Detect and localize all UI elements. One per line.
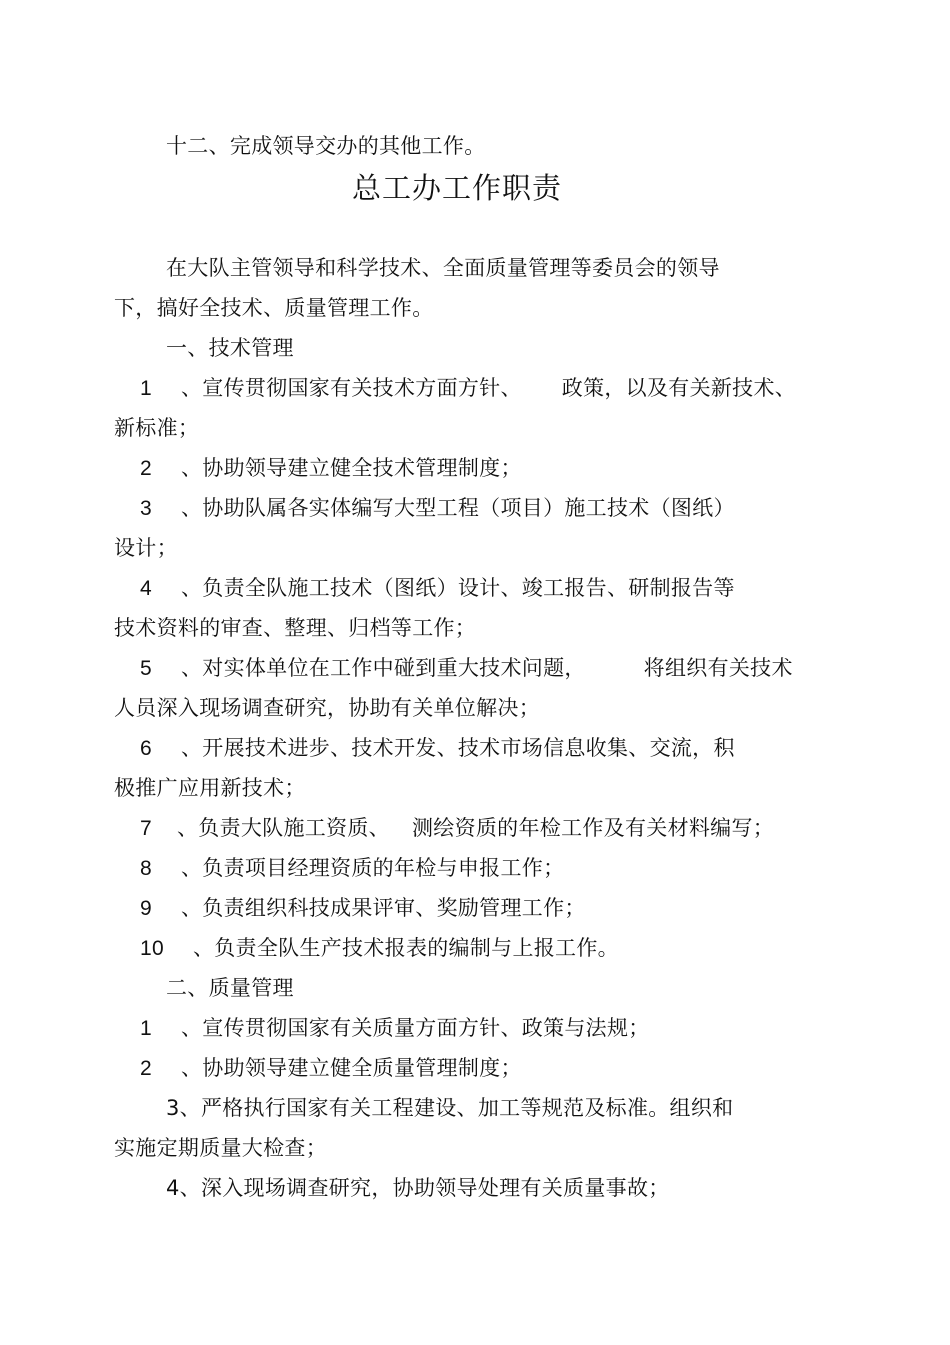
item-text: 、负责全队施工技术（图纸）设计、竣工报告、研制报告等 [180, 576, 735, 600]
section1-item-3-cont: 设计； [114, 536, 178, 560]
item-text: 、协助领导建立健全技术管理制度； [180, 456, 522, 480]
section1-item-9 [140, 894, 586, 923]
item-text: 、负责项目经理资质的年检与申报工作； [180, 856, 565, 880]
item-number: 4 [140, 577, 152, 600]
item-text: 、负责全队生产技术报表的编制与上报工作。 [192, 936, 619, 960]
section2-heading: 二、质量管理 [166, 976, 294, 1000]
item-text: 、宣传贯彻国家有关质量方面方针、政策与法规； [180, 1016, 650, 1040]
item-number: 7 [140, 817, 152, 840]
section1-item-8 [140, 854, 564, 883]
item-text-continued: 将组织有关技术 [643, 656, 793, 680]
item-text: 、负责大队施工资质、 [176, 816, 390, 840]
item-number: 1 [140, 377, 152, 400]
intro-line-1: 在大队主管领导和科学技术、全面质量管理等委员会的领导 [166, 256, 720, 280]
item-text-continued: 政策，以及有关新技术、 [561, 376, 797, 400]
item-number: 3 [140, 497, 152, 520]
item-text: 、对实体单位在工作中碰到重大技术问题， [180, 656, 586, 680]
item-text-continued: 测绘资质的年检工作及有关材料编写； [411, 816, 775, 840]
prev-item-12: 十二、完成领导交办的其他工作。 [166, 134, 486, 158]
item-number: 9 [140, 897, 152, 920]
section1-item-5-cont: 人员深入现场调查研究，协助有关单位解决； [114, 696, 540, 720]
intro-line-2: 下，搞好全技术、质量管理工作。 [114, 296, 434, 320]
item-text: 、协助队属各实体编写大型工程（项目）施工技术（图纸） [180, 496, 735, 520]
section1-item-4 [140, 574, 735, 603]
section1-item-2 [140, 454, 522, 483]
item-number: 5 [140, 657, 152, 680]
section2-item-3-cont: 实施定期质量大检查； [114, 1136, 327, 1160]
item-number: 6 [140, 737, 152, 760]
section2-item-3: 3、严格执行国家有关工程建设、加工等规范及标准。组织和 [166, 1096, 734, 1120]
item-text: 、开展技术进步、技术开发、技术市场信息收集、交流，积 [180, 736, 735, 760]
section1-item-3 [140, 494, 735, 523]
item-number: 10 [140, 937, 164, 960]
section2-item-1 [140, 1014, 650, 1043]
section1-item-6-cont: 极推广应用新技术； [114, 776, 306, 800]
item-number: 8 [140, 857, 152, 880]
item-number: 2 [140, 1057, 152, 1080]
section1-item-4-cont: 技术资料的审查、整理、归档等工作； [114, 616, 477, 640]
section1-item-10 [140, 934, 619, 963]
item-text: 、宣传贯彻国家有关技术方面方针、 [180, 376, 522, 400]
section1-item-7 [140, 814, 774, 843]
item-text: 、负责组织科技成果评审、奖励管理工作； [180, 896, 586, 920]
item-number: 1 [140, 1017, 152, 1040]
section1-item-5 [140, 654, 793, 683]
page-title: 总工办工作职责 [352, 171, 563, 205]
item-text: 、协助领导建立健全质量管理制度； [180, 1056, 522, 1080]
item-number: 2 [140, 457, 152, 480]
section1-item-1-cont: 新标准； [114, 416, 200, 440]
section2-item-2 [140, 1054, 522, 1083]
section1-item-6 [140, 734, 735, 763]
section1-heading: 一、技术管理 [166, 336, 294, 360]
section2-item-4: 4、深入现场调查研究，协助领导处理有关质量事故； [166, 1176, 670, 1200]
section1-item-1 [140, 374, 796, 403]
